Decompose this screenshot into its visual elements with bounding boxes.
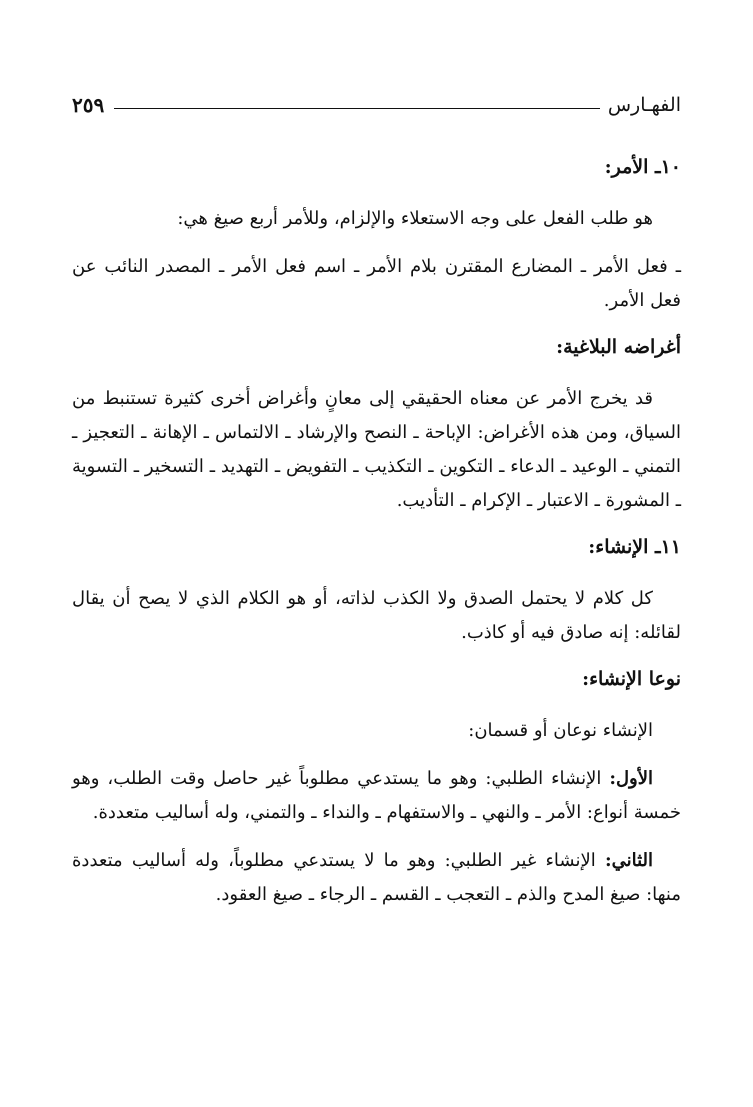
insha-text: كل كلام لا يحتمل الصدق ولا الكذب لذاته، أو هو الكلام الذي لا يصح أن يقال لقائله: إنه صادق فيه أو كاذب.	[72, 588, 681, 643]
amr-forms: ـ فعل الأمر ـ المضارع المقترن بلام الأمر ـ اسم فعل الأمر ـ المصدر النائب عن فعل الأمر.	[72, 256, 681, 311]
header-rule	[114, 108, 600, 109]
naw-first	[72, 762, 681, 830]
naw-first-text: الإنشاء الطلبي: وهو ما يستدعي مطلوباً غير حاصل وقت الطلب، وهو خمسة أنواع: الأمر ـ والنهي ـ والاستفهام ـ والنداء ـ والتمني، وله أساليب متعددة.	[72, 768, 681, 823]
aghrad-text: قد يخرج الأمر عن معناه الحقيقي إلى معانٍ وأغراض أخرى كثيرة تستنبط من السياق، ومن هذه الأغراض: الإباحة ـ النصح والإرشاد ـ الالتماس ـ الإهانة ـ التعجيز ـ التمني ـ الوعيد ـ الدعاء ـ التكوين ـ التكذيب ـ التفويض ـ التهديد ـ التسخير ـ التسوية ـ المشورة ـ الاعتبار ـ الإكرام ـ التأديب.	[72, 388, 681, 511]
page-number: ٢٥٩	[72, 93, 105, 117]
amr-definition: هو طلب الفعل على وجه الاستعلاء والإلزام، وللأمر أربع صيغ هي:	[177, 208, 653, 229]
naw-second-label: الثاني:	[604, 850, 653, 871]
naw-second	[72, 844, 681, 912]
heading-insha: ١١ـ الإنشاء:	[588, 536, 681, 558]
running-header	[72, 90, 681, 120]
heading-amr: ١٠ـ الأمر:	[604, 156, 681, 178]
naw-first-label: الأول:	[609, 768, 653, 789]
heading-aghrad: أغراضه البلاغية:	[556, 336, 681, 358]
naw-second-text: الإنشاء غير الطلبي: وهو ما لا يستدعي مطلوباً، وله أساليب متعددة منها: صيغ المدح والذم ـ التعجب ـ القسم ـ الرجاء ـ صيغ العقود.	[72, 850, 681, 905]
heading-naw: نوعا الإنشاء:	[582, 668, 681, 690]
header-title: الفهـارس	[607, 94, 681, 116]
page-body	[72, 152, 681, 926]
naw-intro: الإنشاء نوعان أو قسمان:	[468, 720, 653, 741]
